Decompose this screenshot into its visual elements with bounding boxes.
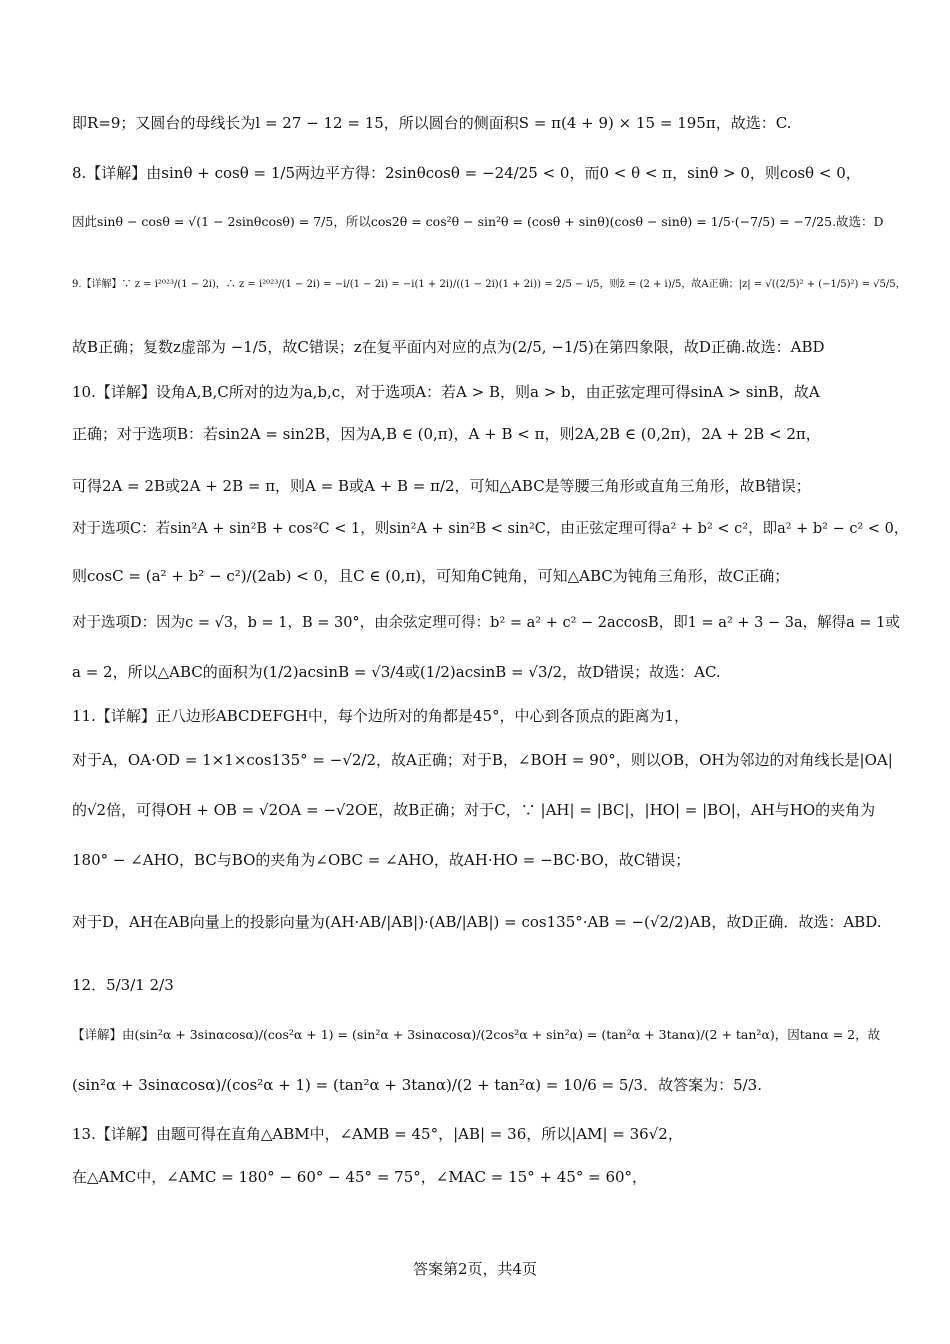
text-line-q13-angles: 在△AMC中，∠AMC = 180° − 60° − 45° = 75°，∠MAC = 15° + 45° = 60°， [72,1168,648,1186]
text-line-q12-conclusion: (sin²α + 3sinαcosα)/(cos²α + 1) = (tan²α + 3tanα)/(2 + tan²α) = 10/6 = 5/3．故答案为：5/3. [72,1076,762,1094]
text-line-q11-start: 11.【详解】正八边形ABCDEFGH中，每个边所对的角都是45°，中心到各顶点的距离为1， [72,707,690,725]
text-line-q10-d: 对于选项D：因为c = √3，b = 1，B = 30°，由余弦定理可得：b² = a² + c² − 2accosB，即1 = a² + 3 − 3a，解得a = 1或 [72,615,900,631]
text-line-q9-answer: 故B正确；复数z虚部为 −1/5，故C错误；z在复平面内对应的点为(2/5, −1/5)在第四象限，故D正确.故选：ABD [72,338,825,356]
text-line-q10-c-conclusion: 则cosC = (a² + b² − c²)/(2ab) < 0，且C ∈ (0,π)，可知角C钝角，可知△ABC为钝角三角形，故C正确； [72,567,790,585]
text-line-q11-b-c: 的√2倍，可得OH + OB = √2OA = −√2OE，故B正确；对于C，∵ |AH| = |BC|，|HO| = |BO|，AH与HO的夹角为 [72,801,876,819]
page-footer: 答案第2页，共4页 [412,1260,538,1278]
text-line-q10-answer: a = 2，所以△ABC的面积为(1/2)acsinB = √3/4或(1/2)acsinB = √3/2，故D错误；故选：AC. [72,663,721,681]
text-line-q8-answer: 因此sinθ − cosθ = √(1 − 2sinθcosθ) = 7/5，所以cos2θ = cos²θ − sin²θ = (cosθ + sinθ)(cosθ − sinθ) = 1/5·(−7/5) = −7/25.故选：D [72,214,884,229]
text-line-q12-detail: 【详解】由(sin²α + 3sinαcosα)/(cos²α + 1) = (sin²α + 3sinαcosα)/(2cos²α + sin²α) = (tan²α + 3tanα)/(2 + tan²α)，因tanα = 2，故 [72,1027,881,1042]
text-line-q10-b-conclusion: 可得2A = 2B或2A + 2B = π，则A = B或A + B = π/2，可知△ABC是等腰三角形或直角三角形，故B错误； [72,477,811,495]
text-line-q9-start: 9.【详解】∵ z = i²⁰²³/(1 − 2i)，∴ z = i²⁰²³/(1 − 2i) = −i/(1 − 2i) = −i(1 + 2i)/((1 − 2i)(1 + 2i)) = 2/5 − i/5，则z̄ = (2 + i)/5，故A正确；|z| = √((2/5)² + (−1/5)²) = √5/5， [72,279,906,290]
text-line-q10-b: 正确；对于选项B：若sin2A = sin2B，因为A,B ∈ (0,π)，A + B < π，则2A,2B ∈ (0,2π)，2A + 2B < 2π， [72,425,821,443]
text-line-q12-answer: 12．5/3/1 2/3 [72,976,174,994]
text-line-q11-a-b: 对于A，OA·OD = 1×1×cos135° = −√2/2，故A正确；对于B，∠BOH = 90°，则以OB，OH为邻边的对角线长是|OA| [72,751,893,769]
text-line-q10-c: 对于选项C：若sin²A + sin²B + cos²C < 1，则sin²A + sin²B < sin²C，由正弦定理可得a² + b² < c²，即a² + b² − c² < 0， [72,521,909,537]
text-line-r9-frustum: 即R=9；又圆台的母线长为l = 27 − 12 = 15，所以圆台的侧面积S = π(4 + 9) × 15 = 195π，故选：C. [72,114,792,132]
text-line-q13-start: 13.【详解】由题可得在直角△ABM中，∠AMB = 45°，|AB| = 36，所以|AM| = 36√2， [72,1125,683,1143]
text-line-q8-start: 8.【详解】由sinθ + cosθ = 1/5两边平方得：2sinθcosθ = −24/25 < 0，而0 < θ < π，sinθ > 0，则cosθ < 0， [72,164,861,182]
text-line-q11-c-conclusion: 180° − ∠AHO，BC与BO的夹角为∠OBC = ∠AHO，故AH·HO = −BC·BO，故C错误； [72,851,691,869]
text-line-q11-d: 对于D，AH在AB向量上的投影向量为(AH·AB/|AB|)·(AB/|AB|) = cos135°·AB = −(√2/2)AB，故D正确．故选：ABD. [72,913,882,931]
text-line-q10-start: 10.【详解】设角A,B,C所对的边为a,b,c，对于选项A：若A > B，则a > b，由正弦定理可得sinA > sinB，故A [72,383,820,401]
